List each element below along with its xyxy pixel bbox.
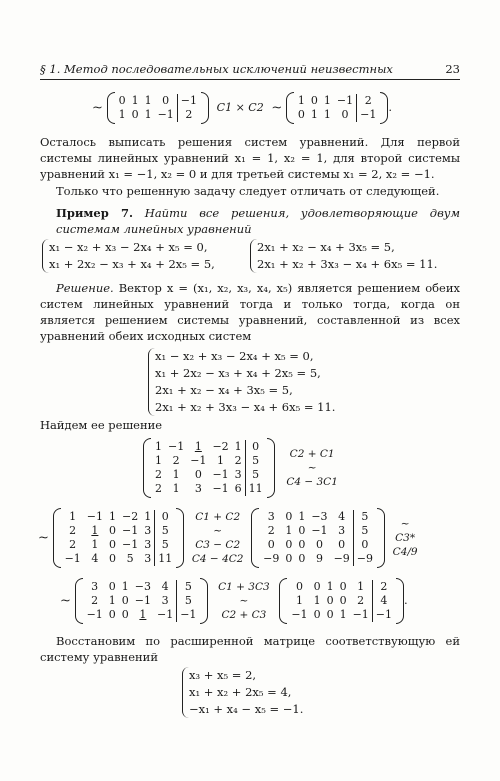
matrix-cell: 3 (141, 524, 155, 538)
matrix-cell: 0 (118, 94, 126, 107)
matrix-cell: −1 (86, 510, 103, 523)
matrix-cell: 2 (155, 468, 162, 481)
matrix-cell: 4 (331, 510, 354, 524)
matrix-cell: −1 (291, 608, 308, 621)
matrix-cell: 1 (155, 454, 162, 467)
matrix-row (84, 580, 200, 594)
matrix-1 (107, 92, 209, 124)
ops-c: ∼ C3* C4/9 (392, 518, 418, 558)
matrix-cell: 0 (108, 608, 116, 621)
matrix-cell: −1 (86, 608, 103, 621)
matrix-row (62, 552, 176, 566)
matrix-row (260, 524, 376, 538)
matrix-row (116, 94, 200, 108)
matrix-de-line: ∼ 3 0 1 −3 4 5 2 1 0 −1 3 5 −1 0 0 1 −1 −1 C1 + 3C3 ∼ C2 + C3 0 0 1 0 1 2 1 1 0 0 2 4 −1 0 0 1 −1 −1 . (60, 578, 408, 624)
matrix-cell: 11 (248, 482, 263, 495)
matrix-cell: 1 (131, 94, 139, 107)
matrix-cell: 5 (252, 468, 260, 481)
matrix-cell: 1 (172, 468, 180, 481)
equivalence-sign: ∼ (92, 100, 103, 116)
matrix-cell: −1 (334, 94, 357, 108)
matrix-row (116, 108, 200, 122)
matrix-cell: 0 (326, 594, 334, 607)
equation: 2x₁ + x₂ − x₄ + 3x₅ = 5, (257, 240, 395, 254)
matrix-cell: 1 (155, 440, 162, 453)
matrix-cell: 5 (126, 552, 134, 565)
matrix-cell: 1 (139, 608, 147, 621)
matrix-cell: 0 (285, 510, 293, 523)
equation: x₁ − x₂ + x₃ − 2x₄ + x₅ = 0, (155, 349, 314, 363)
matrix-cell: −1 (122, 538, 139, 551)
matrix-cell: −1 (190, 454, 207, 467)
matrix-cell: −3 (311, 510, 328, 523)
matrix-row (152, 454, 266, 468)
matrix-cell: −9 (263, 552, 280, 565)
matrix-cell: 2 (69, 524, 77, 537)
matrix-cell: 1 (323, 108, 331, 121)
matrix-row (288, 594, 395, 608)
matrix-cell: −1 (360, 108, 377, 121)
solution-label: Решение. (56, 281, 114, 295)
matrix-cell: 1 (118, 108, 126, 121)
matrix-cell: 1 (91, 524, 99, 537)
matrix-cell: 1 (297, 94, 305, 107)
matrix-cell: −1 (350, 608, 373, 622)
matrix-cell: 2 (380, 580, 388, 593)
matrix-cell: −1 (168, 440, 185, 453)
matrix-cell: 1 (121, 580, 129, 593)
matrix-cell: 2 (155, 482, 162, 495)
matrix-cell: −1 (212, 482, 229, 495)
matrix-cell: 0 (297, 108, 305, 121)
matrix-cell: 3 (232, 468, 246, 482)
matrix-cell: 3 (141, 552, 155, 566)
matrix-cell: 0 (326, 608, 334, 621)
matrix-cell: 0 (267, 538, 275, 551)
matrix-cell: 0 (361, 538, 369, 551)
matrix-cell: 0 (339, 594, 347, 607)
matrix-row (84, 594, 200, 608)
page-number: 23 (445, 62, 460, 76)
matrix-cell: 0 (161, 510, 169, 523)
matrix-cell: 1 (69, 510, 77, 523)
matrix-cell: 1 (232, 440, 246, 454)
equation: x₁ + x₂ + 2x₅ = 4, (189, 685, 292, 699)
matrix-row (260, 552, 376, 566)
matrix-cell: 1 (323, 94, 331, 107)
matrix-row (62, 538, 176, 552)
matrix-cell: 1 (144, 94, 152, 107)
matrix-cell: 1 (217, 454, 225, 467)
matrix-cell: 1 (109, 510, 116, 523)
matrix-cell: −1 (375, 608, 392, 621)
matrix-2 (286, 92, 388, 124)
equation: x₁ + 2x₂ − x₃ + x₄ + 2x₅ = 5, (49, 257, 215, 271)
paragraph-2: Только что решенную задачу следует отличать от следующей. (56, 184, 440, 198)
paragraph-3: Восстановим по расширенной матрице соответствующую ей систему уравнений (40, 634, 460, 664)
equation: 2x₁ + x₂ + 3x₃ − x₄ + 6x₅ = 11. (257, 257, 438, 271)
matrix-cell: 0 (131, 108, 139, 121)
equation: x₁ + 2x₂ − x₃ + x₄ + 2x₅ = 5, (155, 366, 321, 380)
matrix-cell: 0 (313, 580, 321, 593)
matrix-cell: 5 (161, 538, 169, 551)
example-task: Найти все решения, удовлетворяющие двум системам линейных уравнений (56, 206, 460, 236)
matrix-row (288, 580, 395, 594)
matrix-cell: 3 (141, 538, 155, 552)
matrix-cell: 3 (331, 524, 354, 538)
matrix-cell: 2 (232, 454, 246, 468)
matrix-cell: 0 (285, 552, 293, 565)
matrix-cell: 0 (109, 524, 116, 537)
matrix-a (143, 438, 275, 498)
matrix-cell: 0 (334, 108, 357, 122)
matrix-cell: 5 (161, 524, 169, 537)
matrix-cell: 1 (310, 108, 318, 121)
equation: x₃ + x₅ = 2, (189, 668, 257, 682)
matrix-cell: 0 (298, 552, 306, 565)
matrix-cell: −2 (122, 510, 139, 523)
matrix-cell: −1 (64, 552, 81, 565)
matrix-cell: 6 (232, 482, 246, 496)
matrix-row (62, 510, 176, 524)
matrix-cell: 1 (298, 510, 306, 523)
matrix-cell: 0 (194, 468, 202, 481)
matrix-cell: 5 (361, 524, 369, 537)
matrix-cell: −1 (311, 524, 328, 537)
matrix-cell: −1 (180, 608, 197, 621)
matrix-cell: 1 (326, 580, 334, 593)
matrix-cell: −1 (122, 524, 139, 537)
matrix-cell: 2 (350, 594, 373, 608)
matrix-cell: −9 (331, 552, 354, 566)
matrix-cell: 0 (313, 608, 321, 621)
matrix-cell: 0 (298, 524, 306, 537)
matrix-cell: 2 (91, 594, 99, 607)
matrix-c (251, 508, 385, 568)
matrix-cell: −1 (180, 94, 197, 107)
matrix-row (62, 524, 176, 538)
matrix-cell: 9 (315, 552, 323, 565)
equation: x₁ − x₂ + x₃ − 2x₄ + x₅ = 0, (49, 240, 208, 254)
ops-d: C1 + 3C3 ∼ C2 + C3 (218, 581, 270, 621)
matrix-cell: 2 (364, 94, 372, 107)
matrix-cell: 0 (310, 94, 318, 107)
equation: 2x₁ + x₂ − x₄ + 3x₅ = 5, (155, 383, 293, 397)
matrix-row (288, 608, 395, 622)
matrix-cell: 1 (91, 538, 99, 551)
matrix-cell: 1 (295, 594, 303, 607)
matrix-cell: 1 (144, 108, 152, 121)
matrix-cell: 0 (109, 538, 116, 551)
matrix-cell: 2 (267, 524, 275, 537)
matrix-cell: −1 (134, 594, 151, 607)
matrix-d (75, 578, 209, 624)
matrix-cell: 1 (108, 594, 116, 607)
matrix-cell: 1 (339, 608, 347, 621)
matrix-cell: 0 (252, 440, 260, 453)
matrix-cell: −1 (155, 108, 178, 122)
paragraph-1: Осталось выписать решения систем уравнений. Для первой системы линейных уравнений x₁ = 1, x₂ = 1, для второй системы уравнений x₁ = −1, x₂ = 0 и для третьей системы x₁ = 2, x₂ = −1. (40, 135, 460, 181)
matrix-cell: 0 (109, 552, 116, 565)
matrix-cell: 0 (295, 580, 303, 593)
matrix-cell: 5 (252, 454, 260, 467)
matrix-row (295, 108, 379, 122)
solution-paragraph (40, 280, 460, 344)
matrix-cell: −1 (212, 468, 229, 481)
matrix-cell: 0 (298, 538, 306, 551)
matrix-row (260, 510, 376, 524)
matrix-cell: 11 (158, 552, 173, 565)
matrix-bc-line: ∼ 1 −1 1 −2 1 0 2 1 0 −1 3 5 2 1 0 −1 3 5 −1 4 0 5 3 11 C1 + C2 ∼ C3 − C2 C4 − 4C2 3 0 1 −3 4 5 2 1 0 −1 3 5 0 0 0 0 0 0 −9 0 0 9 −9 −9 ∼ C3* C4/9 (38, 508, 418, 568)
matrix-cell: 0 (331, 538, 354, 552)
example-statement (56, 205, 460, 237)
matrix-cell: 0 (315, 538, 323, 551)
matrix-cell: 5 (361, 510, 369, 523)
section-title: § 1. Метод последовательных исключений неизвестных (40, 62, 393, 76)
matrix-cell: 1 (285, 524, 293, 537)
matrix-cell: 3 (267, 510, 275, 523)
equation: 2x₁ + x₂ + 3x₃ − x₄ + 6x₅ = 11. (155, 400, 336, 414)
running-header (40, 62, 460, 80)
row-swap-op: C1 ⨯ C2 (216, 101, 264, 114)
matrix-cell: 0 (285, 538, 293, 551)
matrix-cell: 4 (380, 594, 388, 607)
matrix-cell: −1 (154, 608, 177, 622)
system-d (182, 667, 303, 718)
matrix-row (152, 440, 266, 454)
system-a (42, 239, 215, 273)
matrix-a-line (143, 438, 338, 498)
equation: −x₁ + x₄ − x₅ = −1. (189, 702, 304, 716)
ops-b: C1 + C2 ∼ C3 − C2 C4 − 4C2 (191, 511, 244, 565)
matrix-cell: 0 (121, 608, 129, 621)
matrix-row (152, 468, 266, 482)
matrix-cell: 2 (69, 538, 77, 551)
matrix-row (152, 482, 266, 496)
matrix-cell: 1 (141, 510, 155, 524)
matrix-b (53, 508, 185, 568)
system-b (250, 239, 437, 273)
matrix-cell: 0 (121, 594, 129, 607)
matrix-cell: 5 (184, 594, 192, 607)
matrix-cell: 1 (350, 580, 373, 594)
matrix-cell: −9 (356, 552, 373, 565)
matrix-cell: 0 (155, 94, 178, 108)
matrix-cell: 3 (194, 482, 202, 495)
top-matrix-line: ∼ 0 1 1 0 −1 1 0 1 −1 2 C1 ⨯ C2 ∼ 1 0 1 −1 2 0 1 1 0 −1 . (92, 92, 392, 124)
matrix-cell: 4 (91, 552, 99, 565)
matrix-cell: 1 (313, 594, 321, 607)
matrix-cell: 0 (339, 580, 347, 593)
matrix-cell: 1 (194, 440, 202, 453)
matrix-row (260, 538, 376, 552)
matrix-cell: 4 (154, 580, 177, 594)
example-label: Пример 7. (56, 206, 133, 220)
find-solution-text: Найдем ее решение (40, 418, 163, 432)
matrix-cell: −3 (134, 580, 151, 593)
matrix-cell: 2 (185, 108, 193, 121)
solution-text: Вектор x = (x₁, x₂, x₃, x₄, x₅) является решением обеих систем линейных уравнений тогда и только тогда, когда он является решением системы уравнений, составленной из всех уравнений обеих исходных систем (40, 281, 460, 343)
ops-a: C2 + C1 ∼ C4 − 3C1 (286, 448, 338, 488)
matrix-cell: 3 (154, 594, 177, 608)
matrix-cell: 1 (172, 482, 180, 495)
matrix-cell: 5 (184, 580, 192, 593)
matrix-cell: 2 (172, 454, 180, 467)
matrix-row (295, 94, 379, 108)
matrix-cell: 0 (108, 580, 116, 593)
system-c (148, 348, 335, 416)
matrix-e (279, 578, 404, 624)
matrix-row (84, 608, 200, 622)
matrix-cell: −2 (212, 440, 229, 453)
matrix-cell: 3 (91, 580, 99, 593)
